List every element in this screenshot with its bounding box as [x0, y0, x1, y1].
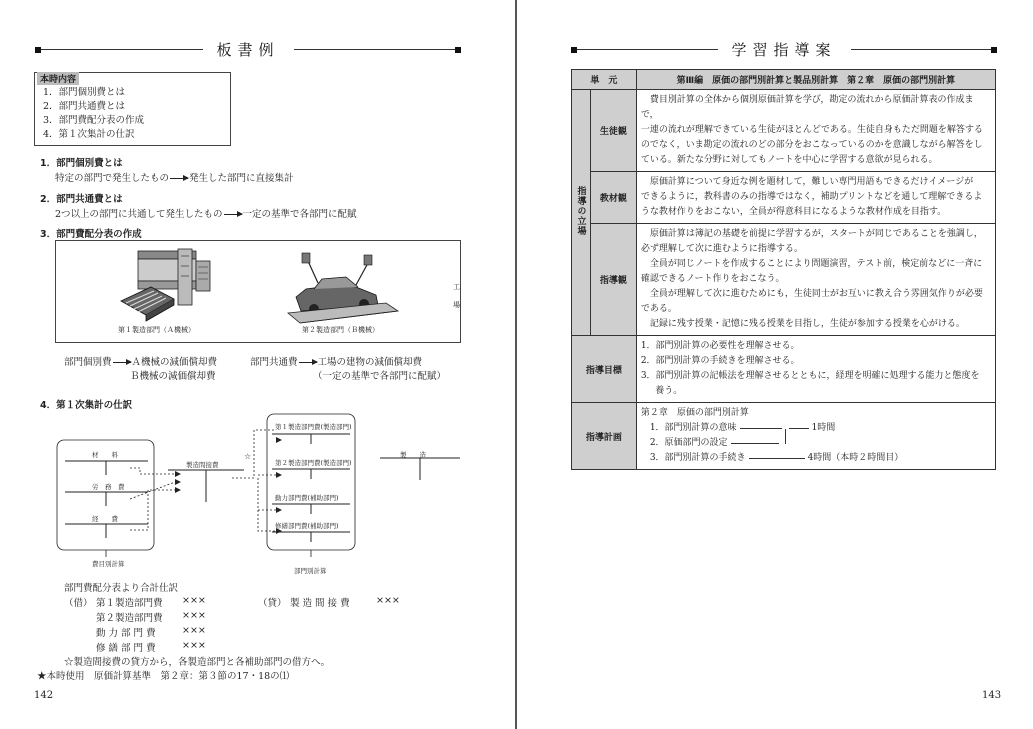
common-cost-line-2: （一定の基準で各部門に配賦） — [313, 371, 447, 382]
list-item: 1．部門個別費とは — [43, 87, 126, 98]
account-expense: 経 費 — [92, 515, 118, 523]
left-page — [0, 0, 516, 729]
debit-tag: （借） — [64, 598, 93, 609]
plan-row — [572, 403, 996, 470]
goal-row — [572, 336, 996, 403]
common-cost-line: 部門共通費 工場の建物の減価償却費 — [250, 357, 423, 368]
material-label: 教材観 — [590, 172, 636, 224]
journal-row-acc: 第２製造部門費 — [96, 613, 163, 624]
individual-cost-line: 部門個別費 Ａ機械の減価償却費 — [64, 357, 218, 368]
overhead-account: 製造間接費 — [186, 461, 219, 469]
unit-label: 単 元 — [572, 70, 637, 90]
lesson-content-box — [34, 72, 231, 146]
page-number-right: 143 — [982, 690, 1002, 701]
star-mark: ☆ — [244, 452, 252, 461]
goal-label: 指導目標 — [572, 336, 637, 403]
guidance-label: 指導観 — [590, 224, 636, 336]
student-label: 生徒観 — [590, 90, 636, 172]
student-text: 費目別計算の全体から個別原価計算を学び，勘定の流れから原価計算表の作成まで， 一連の流れが理解できている生徒がほとんどである。生徒自身もただ問題を解答する のでなく，いま勘定の流れのどの部分をおこなっているのかを意識しながら解答をし ている。新たな分野に対してもノートを中心に学習する意欲が見られる。 — [636, 90, 995, 172]
material-text: 原価計算について身近な例を題材して，難しい専門用語もできるだけイメージが できるように，教科書のみの指導ではなく，補助プリントなどを通して理解できるよ うな教材作りをおこない，全員が得意科目になるような教材作成を目指す。 — [636, 172, 995, 224]
journal-row-acc: 修 繕 部 門 費 — [96, 643, 156, 654]
arrow-icon — [113, 362, 131, 363]
plan-item: 2．原価部門の設定 — [641, 436, 991, 451]
dept-calc-label: 部門別計算 — [294, 567, 327, 575]
repair-account: 修繕部門費(補助部門) — [275, 522, 339, 530]
plan-item: 1．部門別計算の意味 1時間 — [641, 421, 991, 436]
journal-row-acc: 第１製造部門費 — [96, 598, 163, 609]
plan-label: 指導計画 — [572, 403, 637, 470]
arrow-icon — [224, 214, 242, 215]
page-number-left: 142 — [34, 690, 54, 701]
factory-label-1: 工 — [453, 283, 460, 291]
section-2-body: 2つ以上の部門に共通して発生したもの 一定の基準で各部門に配賦 — [55, 209, 357, 220]
journal-note: ☆製造間接費の貸方から，各製造部門と各補助部門の借方へ。 — [64, 657, 331, 668]
plan-text: 第２章 原価の部門別計算 1．部門別計算の意味 1時間 2．原価部門の設定 3．部門別計算の手続き 4時間（本時２時間目） — [636, 403, 995, 470]
material-row — [572, 172, 996, 224]
individual-cost-line-2: Ｂ機械の減価償却費 — [130, 371, 216, 382]
credit-account: 製 造 間 接 費 — [290, 598, 350, 609]
lesson-content-tag: 本時内容 — [37, 72, 79, 85]
credit-tag: （貸） — [258, 598, 287, 609]
machine-a-icon — [56, 241, 460, 342]
section-1-body: 特定の部門で発生したもの 発生した部門に直接集計 — [55, 173, 294, 184]
account-material: 材 料 — [92, 451, 118, 459]
plan-item: 3．部門別計算の手続き 4時間（本時２時間目） — [649, 453, 904, 463]
journal-row-acc: 動 力 部 門 費 — [96, 628, 156, 639]
journal-row-amt: ××× — [182, 625, 206, 636]
dept2-account: 第２製造部門費(製造部門) — [275, 459, 352, 467]
lesson-plan-table — [571, 69, 996, 470]
section-1-title: 1．部門個別費とは — [40, 158, 123, 169]
power-account: 動力部門費(補助部門) — [275, 494, 339, 502]
list-item: 2．部門共通費とは — [43, 101, 126, 112]
credit-amount: ××× — [376, 595, 400, 606]
journal-intro: 部門費配分表より合計仕訳 — [64, 583, 179, 594]
guidance-row — [572, 224, 996, 336]
student-row — [572, 90, 996, 172]
section-3-title: 3．部門費配分表の作成 — [40, 229, 142, 240]
goal-text: 1．部門別計算の必要性を理解させる。 2．部門別計算の手続きを理解させる。 3．部門別計算の記帳法を理解させるとともに，経理を明確に処理する能力と態度を 養う。 — [636, 336, 995, 403]
section-4-title: 4．第１次集計の仕訳 — [40, 400, 133, 411]
factory-label-2: 場 — [453, 301, 460, 309]
list-item: 4．第１次集計の仕訳 — [43, 129, 135, 140]
journal-row-amt: ××× — [182, 610, 206, 621]
page-title: 学習指導案 — [731, 40, 837, 59]
stance-label: 指導の立場 — [572, 90, 591, 336]
cost-by-type-label: 費目別計算 — [92, 560, 125, 568]
journal-row-amt: ××× — [182, 640, 206, 651]
account-flow-diagram — [0, 410, 516, 560]
right-heading — [571, 40, 997, 58]
machine-a-caption: 第１製造部門（Ａ機械） — [118, 326, 195, 334]
arrow-icon — [299, 362, 317, 363]
standard-reference: ★本時使用 原価計算基準 第２章：第３節の17・18の⑴ — [37, 671, 290, 682]
guidance-text: 原価計算は簿記の基礎を前提に学習するが，スタートが同じであることを強調し， 必ず理解して次に進むように指導する。 全員が同じノートを作成することにより問題演習，テスト前，検定前などに一斉に 確認できるノート作りをおこなう。 全員が理解して次に進むためにも，生徒同士がお互いに教え合う雰囲気作りが必要 である。 記録に残す授業・記憶に残る授業を目指し，生徒が参加する授業を心がける。 — [636, 224, 995, 336]
account-labor: 労 務 費 — [92, 483, 125, 491]
left-heading — [35, 40, 461, 58]
list-item: 3．部門費配分表の作成 — [43, 115, 145, 126]
page-title: 板書例 — [216, 40, 280, 59]
unit-value: 第Ⅲ編 原価の部門別計算と製品別計算 第２章 原価の部門別計算 — [636, 70, 995, 90]
production-account: 製 造 — [400, 451, 426, 459]
arrow-icon — [170, 178, 188, 179]
factory-illustration — [55, 240, 461, 343]
journal-row-amt: ××× — [182, 595, 206, 606]
unit-row — [572, 70, 996, 90]
section-2-title: 2．部門共通費とは — [40, 194, 123, 205]
dept1-account: 第１製造部門費(製造部門) — [275, 423, 352, 431]
machine-b-caption: 第２製造部門（Ｂ機械） — [302, 326, 379, 334]
